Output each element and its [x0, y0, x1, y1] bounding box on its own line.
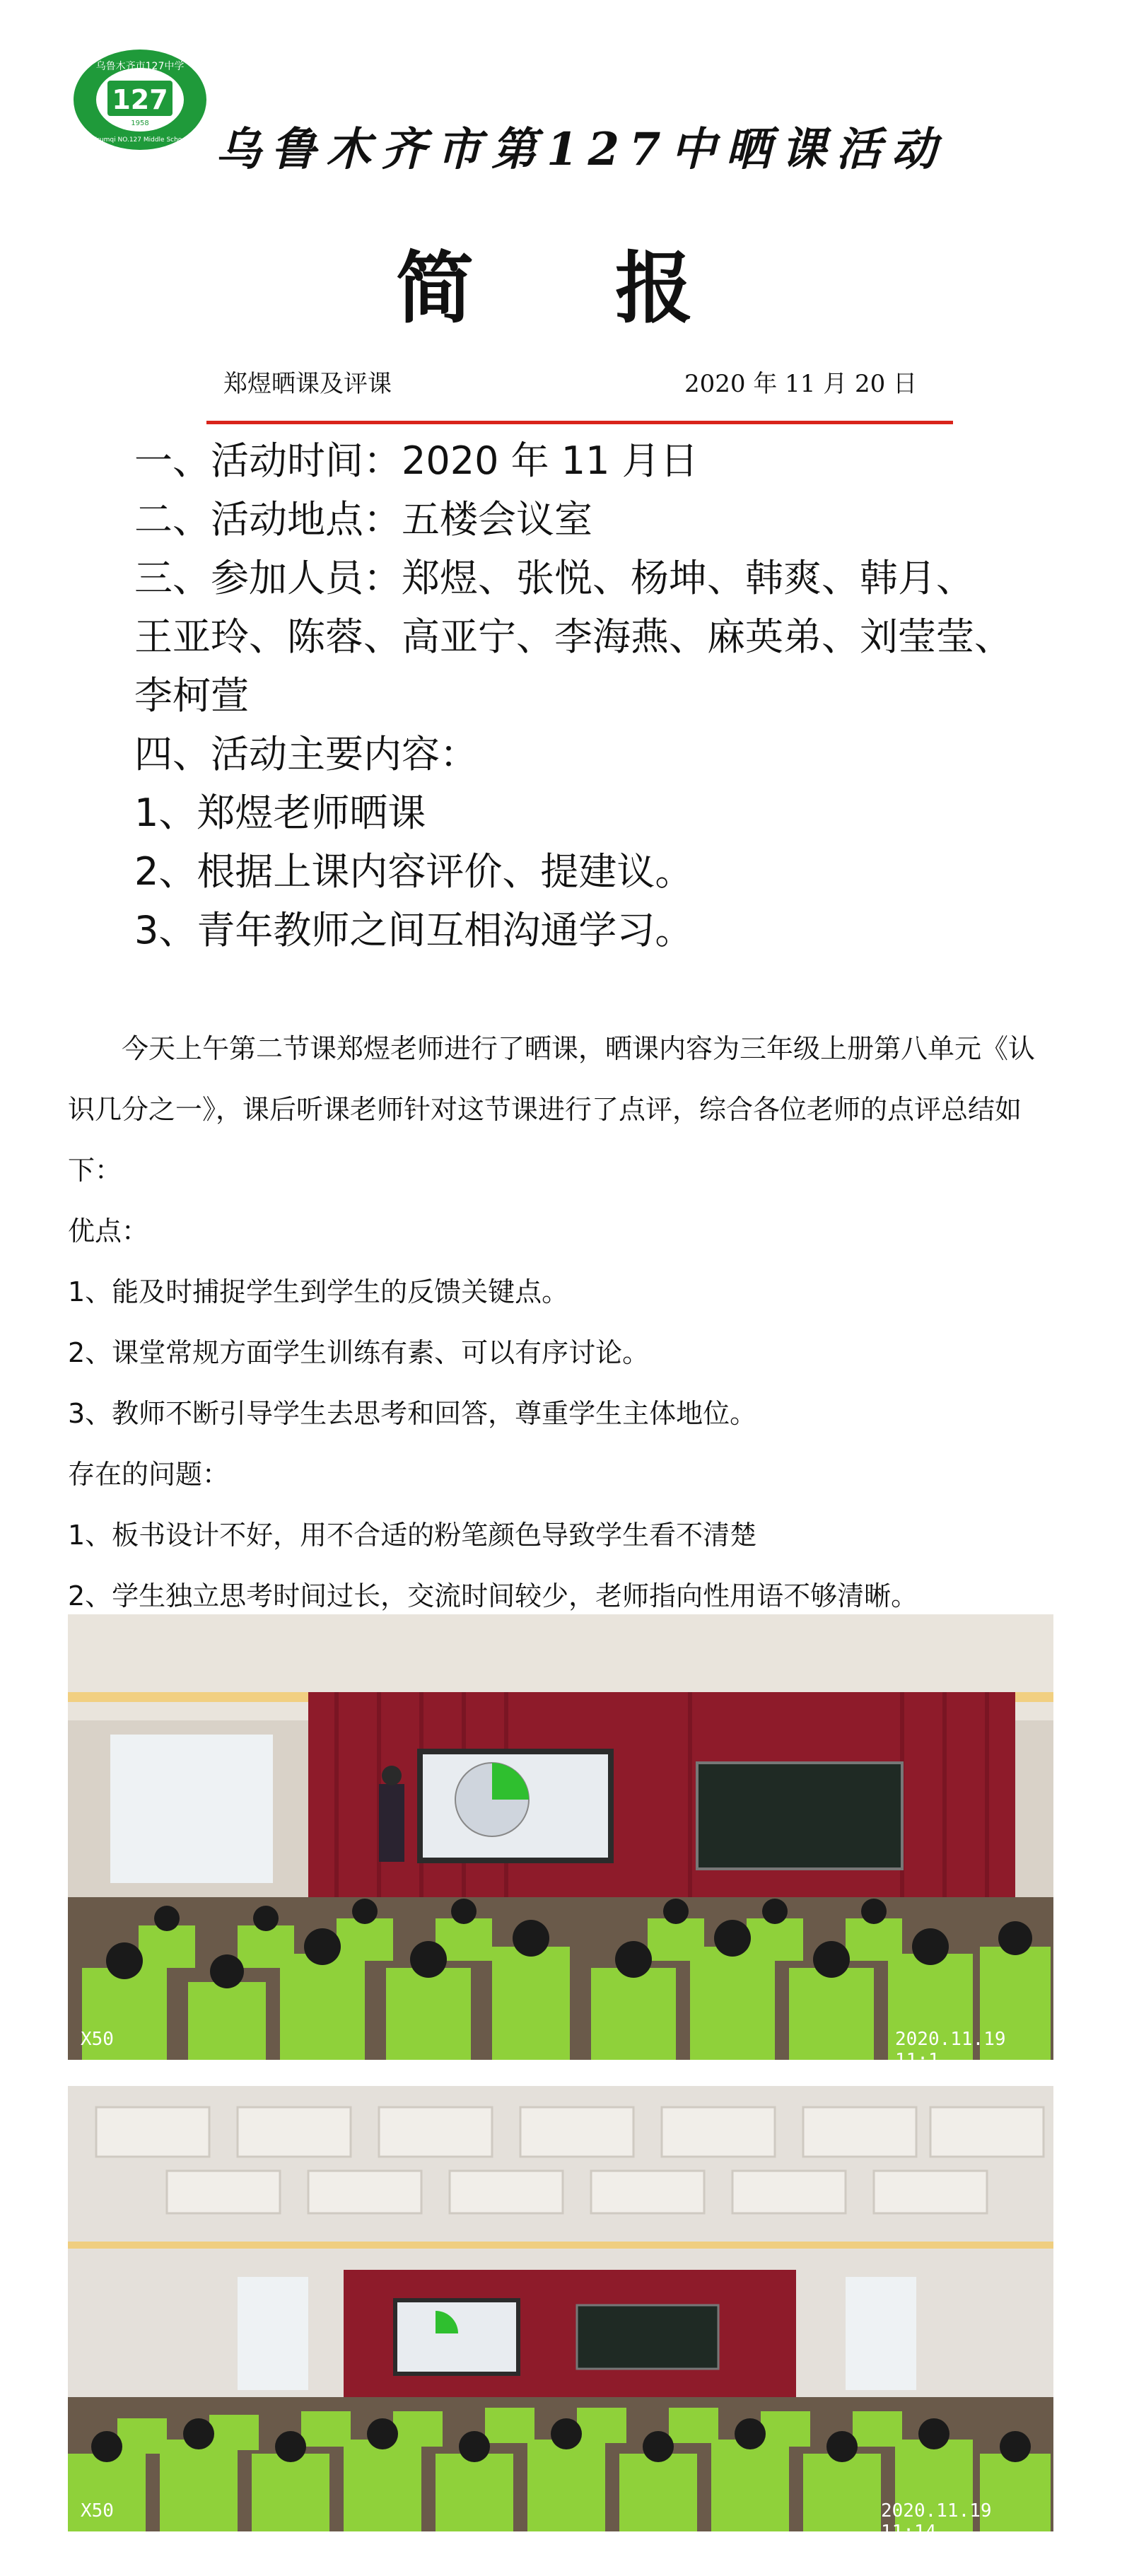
classroom-photo-1 — [68, 1614, 1053, 2071]
subtitle-date: 2020 年 11 月 20 日 — [684, 370, 918, 398]
subtitle-topic: 郑煜晒课及评课 — [223, 370, 392, 398]
issues-heading: 存在的问题： — [68, 1459, 230, 1490]
camera-watermark: X50 — [81, 2500, 114, 2522]
strength-item: 2、课堂常规方面学生训练有素、可以有序讨论。 — [68, 1337, 650, 1368]
issue-item: 2、学生独立思考时间过长，交流时间较少，老师指向性用语不够清晰。 — [68, 1580, 918, 1612]
issue-item: 1、板书设计不好，用不合适的粉笔颜色导致学生看不清楚 — [68, 1520, 757, 1551]
classroom-photo-2 — [68, 2086, 1053, 2543]
outline-participants: 三、参加人员：郑煜、张悦、杨坤、韩爽、韩月、 — [134, 556, 974, 600]
bulletin-title: 简报 — [396, 243, 834, 334]
outline-item: 1、郑煜老师晒课 — [134, 791, 426, 835]
red-divider — [206, 421, 953, 424]
activity-outline — [134, 431, 1082, 960]
svg-text:127: 127 — [112, 84, 168, 115]
svg-text:乌鲁木齐市127中学: 乌鲁木齐市127中学 — [95, 61, 185, 72]
strength-item: 3、教师不断引导学生去思考和回答，尊重学生主体地位。 — [68, 1398, 757, 1429]
photo-timestamp: 2020.11.19 11:1 — [895, 2029, 1006, 2071]
strengths-heading: 优点： — [68, 1216, 149, 1247]
camera-watermark: X50 — [81, 2029, 114, 2050]
school-logo — [71, 47, 209, 153]
outline-item: 3、青年教师之间互相沟通学习。 — [134, 908, 694, 952]
school-title: 乌鲁木齐市第127中晒课活动 — [216, 123, 947, 176]
outline-participants-cont: 王亚玲、陈蓉、高亚宁、李海燕、麻英弟、刘莹莹、 — [134, 614, 1012, 659]
outline-location: 二、活动地点：五楼会议室 — [134, 497, 592, 542]
review-summary — [68, 1018, 1058, 1691]
intro-paragraph: 今天上午第二节课郑煜老师进行了晒课，晒课内容为三年级上册第八单元《认识几分之一》，课后听课老师针对这节课进行了点评，综合各位老师的点评总结如下： — [68, 1033, 1036, 1186]
strength-item: 1、能及时捕捉学生到学生的反馈关键点。 — [68, 1276, 569, 1307]
svg-text:Urumqi NO.127 Middle School: Urumqi NO.127 Middle School — [92, 136, 188, 144]
outline-content-heading: 四、活动主要内容： — [134, 732, 478, 776]
svg-text:1958: 1958 — [131, 120, 149, 127]
photo-timestamp: 2020.11.19 11:14 — [881, 2500, 992, 2543]
outline-item: 2、根据上课内容评价、提建议。 — [134, 849, 694, 894]
outline-time: 一、活动时间：2020 年 11 月日 — [134, 438, 699, 483]
outline-participants-cont: 李柯萱 — [134, 673, 249, 718]
